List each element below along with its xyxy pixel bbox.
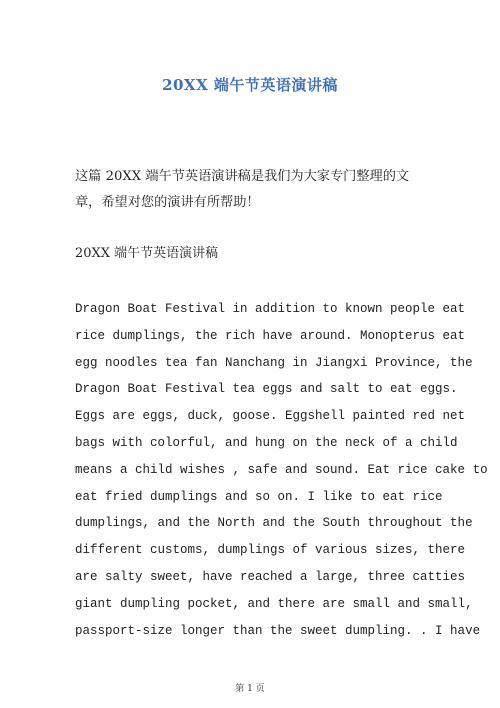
body-line: passport-size longer than the sweet dumpling. . I have [75, 623, 481, 638]
intro-paragraph: 这篇 20XX 端午节英语演讲稿是我们为大家专门整理的文章，希望对您的演讲有所帮助！ [75, 169, 410, 210]
body-line: eat fried dumplings and so on. I like to eat rice [75, 489, 443, 504]
body-line: are salty sweet, have reached a large, three catties [75, 569, 466, 584]
body-line: rice dumplings, the rich have around. Monopterus eat [75, 328, 466, 343]
body-line: dumplings, and the North and the South throughout the [75, 516, 473, 531]
section-heading: 20XX 端午节英语演讲稿 [75, 246, 219, 261]
body-line: Dragon Boat Festival tea eggs and salt to eat eggs. [75, 382, 458, 397]
body-line: bags with colorful, and hung on the neck of a child [75, 435, 458, 450]
page-number: 第 1 页 [235, 684, 265, 694]
body-line: Dragon Boat Festival in addition to known people eat [75, 302, 466, 316]
body-line: means a child wishes , safe and sound. Eat rice cake to [75, 462, 488, 477]
body-line: different customs, dumplings of various sizes, there [75, 543, 466, 558]
body-paragraph [75, 296, 488, 644]
document-title: 20XX 端午节英语演讲稿 [162, 76, 338, 94]
body-line: Eggs are eggs, duck, goose. Eggshell painted red net [75, 409, 466, 424]
body-line: giant dumpling pocket, and there are small and small, [75, 596, 473, 611]
body-line: egg noodles tea fan Nanchang in Jiangxi Province, the [75, 355, 473, 370]
